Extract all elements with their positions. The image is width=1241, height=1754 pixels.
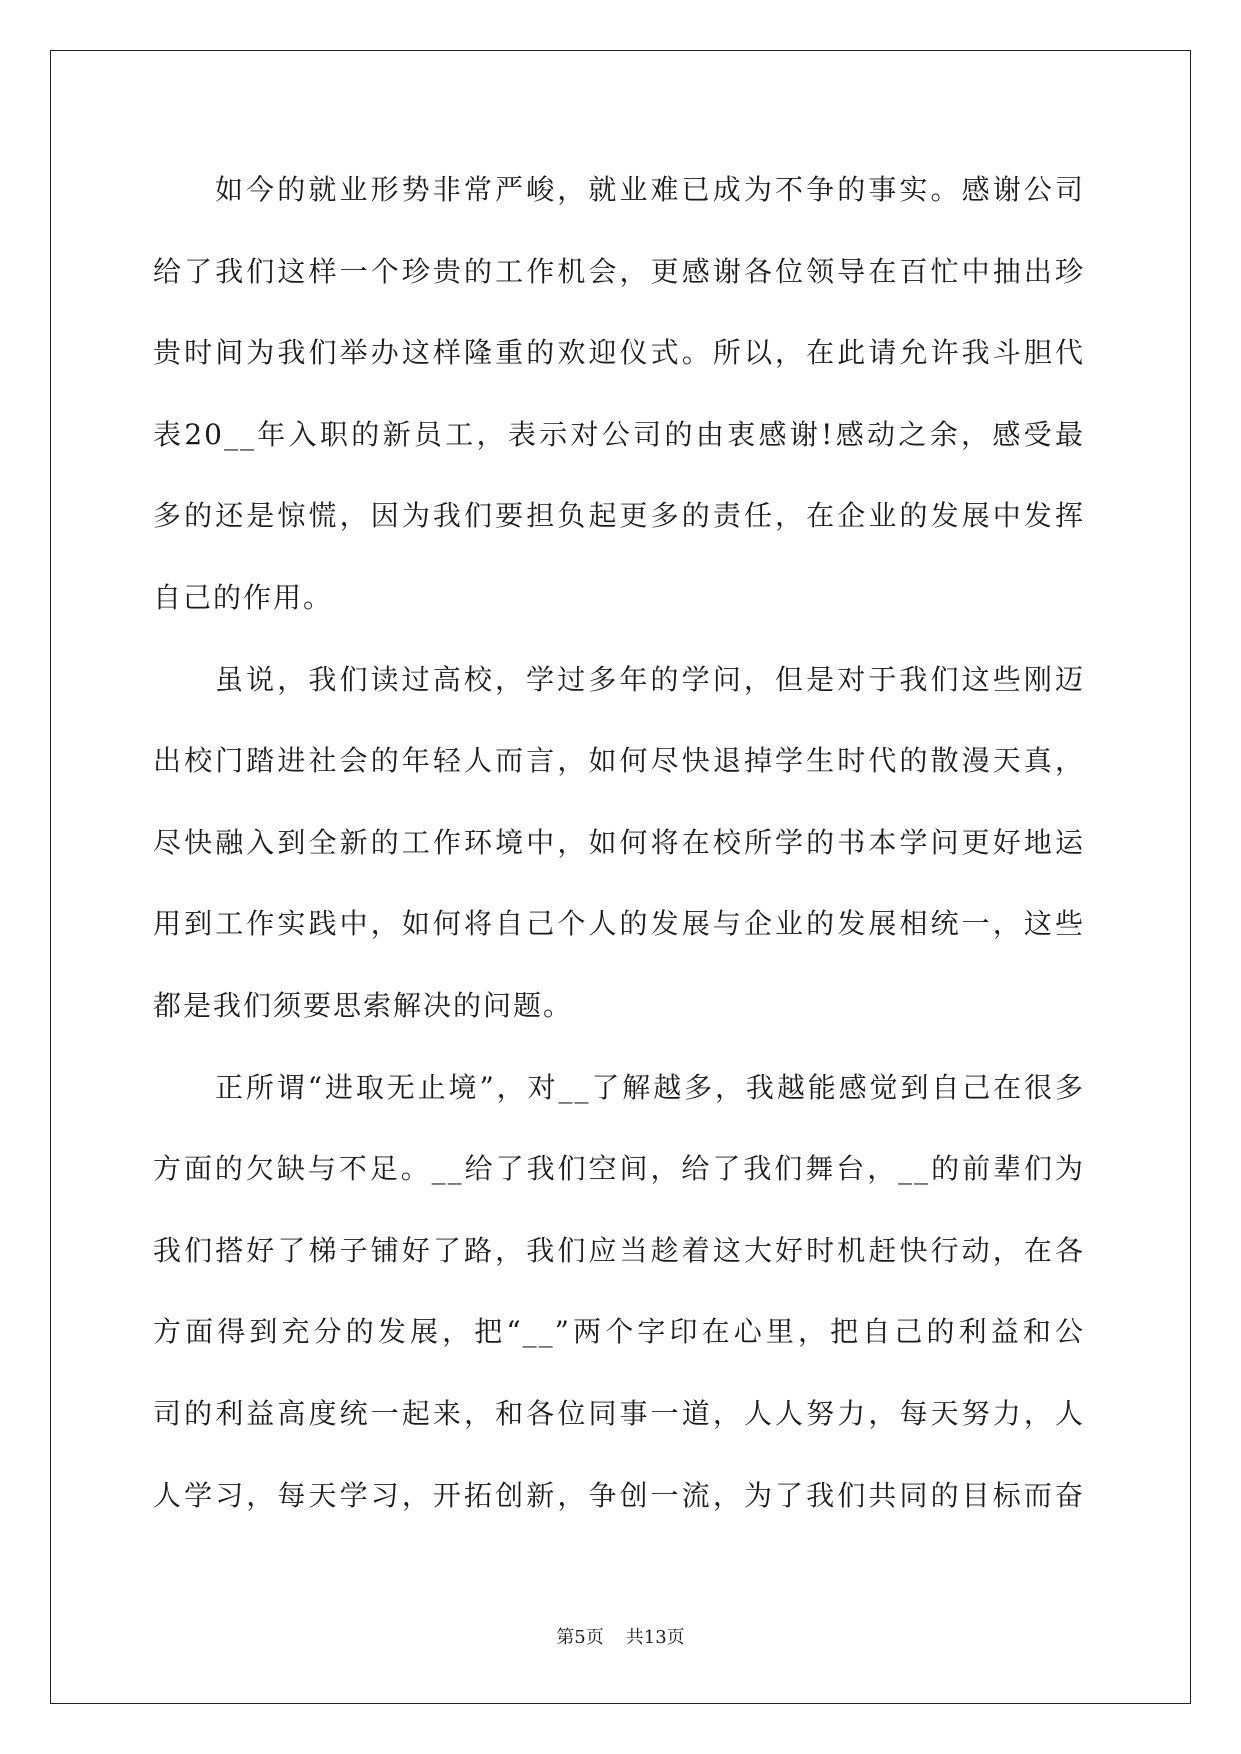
- text-line: 自己的作用。: [153, 580, 334, 614]
- text-line: 用到工作实践中，如何将自己个人的发展与企业的发展相统一，这些: [153, 907, 1085, 941]
- text-line: 虽说，我们读过高校，学过多年的学问，但是对于我们这些刚迈: [215, 662, 1085, 696]
- document-body: [153, 149, 1085, 1536]
- text-line: 司的利益高度统一起来，和各位同事一道，人人努力，每天努力，人: [153, 1396, 1085, 1430]
- text-line: 多的还是惊慌，因为我们要担负起更多的责任，在企业的发展中发挥: [153, 499, 1085, 533]
- text-line: 都是我们须要思索解决的问题。: [153, 988, 574, 1022]
- text-line: 我们搭好了梯子铺好了路，我们应当趁着这大好时机赶快行动，在各: [153, 1233, 1085, 1267]
- paragraph: [153, 149, 1085, 639]
- text-line: 如今的就业形势非常严峻，就业难已成为不争的事实。感谢公司: [215, 173, 1085, 206]
- text-line: 出校门踏进社会的年轻人而言，如何尽快退掉学生时代的散漫天真，: [153, 744, 1085, 778]
- text-line: 给了我们这样一个珍贵的工作机会，更感谢各位领导在百忙中抽出珍: [153, 254, 1085, 288]
- text-line: 人学习，每天学习，开拓创新，争创一流，为了我们共同的目标而奋: [153, 1478, 1085, 1512]
- page-footer: [0, 1624, 1241, 1652]
- text-line: 表20__年入职的新员工，表示对公司的由衷感谢!感动之余，感受最: [153, 417, 1085, 451]
- page-number: 第5页: [556, 1627, 604, 1648]
- paragraph: [153, 639, 1085, 1047]
- text-line: 方面的欠缺与不足。__给了我们空间，给了我们舞台，__的前辈们为: [153, 1152, 1085, 1186]
- text-line: 方面得到充分的发展，把“__”两个字印在心里，把自己的利益和公: [153, 1315, 1085, 1349]
- text-line: 尽快融入到全新的工作环境中，如何将在校所学的书本学问更好地运: [153, 825, 1085, 859]
- text-line: 正所谓“进取无止境”，对__了解越多，我越能感觉到自己在很多: [215, 1070, 1085, 1104]
- paragraph: [153, 1047, 1085, 1537]
- text-line: 贵时间为我们举办这样隆重的欢迎仪式。所以，在此请允许我斗胆代: [153, 336, 1085, 370]
- page-total: 共13页: [625, 1627, 685, 1648]
